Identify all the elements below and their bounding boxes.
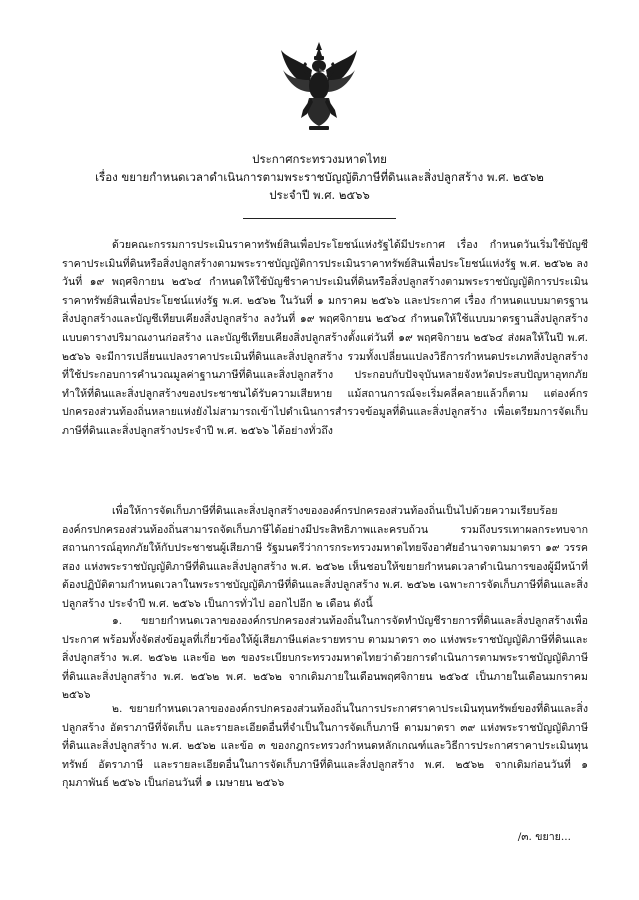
divider <box>243 218 396 219</box>
list-item-1 <box>62 612 588 705</box>
paragraph-background-text: ด้วยคณะกรรมการประเมินราคาทรัพย์สินเพื่อประโยชน์แห่งรัฐได้มีประกาศ เรื่อง กำหนดวันเริ่มใช้บัญชีราคาประเมินที่ดินหรือสิ่งปลูกสร้างตามพระราชบัญญัติการประเมินราคาทรัพย์สินเพื่อประโยชน์แห่งรัฐ พ.ศ. ๒๕๖๒ ลงวันที่ ๑๙ พฤศจิกายน ๒๕๖๔ กำหนดให้ใช้บัญชีราคาประเมินที่ดินหรือสิ่งปลูกสร้างตามพระราชบัญญัติการประเมินราคาทรัพย์สินเพื่อประโยชน์แห่งรัฐ พ.ศ. ๒๕๖๒ ในวันที่ ๑ มกราคม ๒๕๖๖ และประกาศ เรื่อง กำหนดแบบมาตรฐานสิ่งปลูกสร้างและบัญชีเทียบเคียงสิ่งปลูกสร้าง ลงวันที่ ๑๙ พฤศจิกายน ๒๕๖๔ กำหนดให้ใช้แบบมาตรฐานสิ่งปลูกสร้าง แบบตารางปริมาณงานก่อสร้าง และบัญชีเทียบเคียงสิ่งปลูกสร้างตั้งแต่วันที่ ๑๙ พฤศจิกายน ๒๕๖๔ ส่งผลให้ในปี พ.ศ. ๒๕๖๖ จะมีการเปลี่ยนแปลงราคาประเมินที่ดินและสิ่งปลูกสร้าง รวมทั้งเปลี่ยนแปลงวิธีการกำหนดประเภทสิ่งปลูกสร้างที่ใช้ประกอบการคำนวณมูลค่าฐานภาษีที่ดินและสิ่งปลูกสร้าง ประกอบกับปัจจุบันหลายจังหวัดประสบปัญหาอุทกภัย ทำให้ที่ดินและสิ่งปลูกสร้างของประชาชนได้รับความเสียหาย แม้สถานการณ์จะเริ่มคลี่คลายแล้วก็ตาม แต่องค์กรปกครองส่วนท้องถิ่นหลายแห่งยังไม่สามารถเข้าไปดำเนินการสำรวจข้อมูลที่ดินและสิ่งปลูกสร้าง เพื่อเตรียมการจัดเก็บภาษีที่ดินและสิ่งปลูกสร้างประจำปี พ.ศ. ๒๕๖๖ ได้อย่างทั่วถึง <box>62 239 588 437</box>
paragraph-authority-text: เพื่อให้การจัดเก็บภาษีที่ดินและสิ่งปลูกสร้างขององค์กรปกครองส่วนท้องถิ่นเป็นไปด้วยความเรียบร้อย องค์กรปกครองส่วนท้องถิ่นสามารถจัดเก็บภาษีได้อย่างมีประสิทธิภาพและครบถ้วน รวมถึงบรรเทาผลกระทบจากสถานการณ์อุทกภัยให้กับประชาชนผู้เสียภาษี รัฐมนตรีว่าการกระทรวงมหาดไทยจึงอาศัยอำนาจตามมาตรา ๑๙ วรรคสอง แห่งพระราชบัญญัติภาษีที่ดินและสิ่งปลูกสร้าง พ.ศ. ๒๕๖๒ เห็นชอบให้ขยายกำหนดเวลาดำเนินการของผู้มีหน้าที่ต้องปฏิบัติตามกำหนดเวลาในพระราชบัญญัติภาษีที่ดินและสิ่งปลูกสร้าง พ.ศ. ๒๕๖๒ เฉพาะการจัดเก็บภาษีที่ดินและสิ่งปลูกสร้าง ประจำปี พ.ศ. ๒๕๖๖ เป็นการทั่วไป ออกไปอีก ๒ เดือน ดังนี้ <box>62 505 588 610</box>
subject-line: เรื่อง ขยายกำหนดเวลาดำเนินการตามพระราชบัญญัติภาษีที่ดินและสิ่งปลูกสร้าง พ.ศ. ๒๕๖๒ <box>95 170 544 184</box>
list-item-2-text: ๒. ขยายกำหนดเวลาขององค์กรปกครองส่วนท้องถิ่นในการประกาศราคาประเมินทุนทรัพย์ของที่ดินและสิ่งปลูกสร้าง อัตราภาษีที่จัดเก็บ และรายละเอียดอื่นที่จำเป็นในการจัดเก็บภาษี ตามมาตรา ๓๙ แห่งพระราชบัญญัติภาษีที่ดินและสิ่งปลูกสร้าง พ.ศ. ๒๕๖๒ และข้อ ๓ ของกฎกระทรวงกำหนดหลักเกณฑ์และวิธีการประกาศราคาประเมินทุนทรัพย์ อัตราภาษี และรายละเอียดอื่นในการจัดเก็บภาษีที่ดินและสิ่งปลูกสร้าง พ.ศ. ๒๕๖๒ จากเดิมก่อนวันที่ ๑ กุมภาพันธ์ ๒๕๖๖ เป็นก่อนวันที่ ๑ เมษายน ๒๕๖๖ <box>62 703 588 790</box>
list-item-2 <box>62 700 588 793</box>
garuda-emblem-icon <box>279 40 359 132</box>
year-line: ประจำปี พ.ศ. ๒๕๖๖ <box>269 188 370 202</box>
paragraph-authority <box>62 502 588 614</box>
list-item-1-text: ๑. ขยายกำหนดเวลาขององค์กรปกครองส่วนท้องถิ่นในการจัดทำบัญชีรายการที่ดินและสิ่งปลูกสร้างเพื่อประกาศ พร้อมทั้งจัดส่งข้อมูลที่เกี่ยวข้องให้ผู้เสียภาษีแต่ละรายทราบ ตามมาตรา ๓๐ แห่งพระราชบัญญัติภาษีที่ดินและสิ่งปลูกสร้าง พ.ศ. ๒๕๖๒ และข้อ ๒๓ ของระเบียบกระทรวงมหาดไทยว่าด้วยการดำเนินการตามพระราชบัญญัติภาษีที่ดินและสิ่งปลูกสร้าง พ.ศ. ๒๕๖๒ พ.ศ. ๒๕๖๒ จากเดิมภายในเดือนพฤศจิกายน ๒๕๖๕ เป็นภายในเดือนมกราคม ๒๕๖๖ <box>62 615 588 702</box>
page-title: ประกาศกระทรวงมหาดไทย <box>252 152 387 166</box>
paragraph-background <box>62 236 588 441</box>
page-continuation: /๓. ขยาย... <box>517 831 571 843</box>
